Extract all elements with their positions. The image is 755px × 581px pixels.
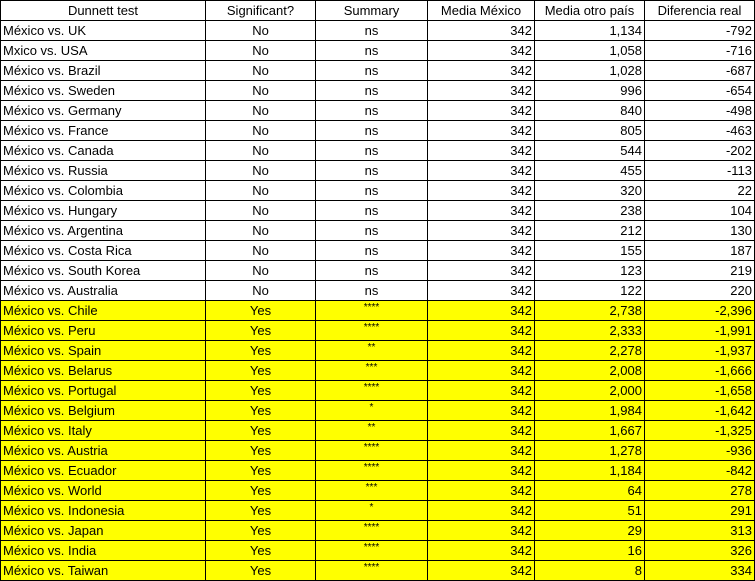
cell-significant[interactable]: No bbox=[206, 221, 316, 241]
cell-significant[interactable]: No bbox=[206, 21, 316, 41]
cell-media-otro-pais[interactable]: 238 bbox=[535, 201, 645, 221]
cell-summary[interactable]: **** bbox=[316, 461, 428, 481]
table-row bbox=[1, 381, 755, 401]
table-row bbox=[1, 301, 755, 321]
table-row bbox=[1, 41, 755, 61]
cell-diferencia-real[interactable]: 278 bbox=[645, 481, 755, 501]
header-dunnett-test[interactable]: Dunnett test bbox=[1, 1, 206, 21]
cell-diferencia-real[interactable]: -1,658 bbox=[645, 381, 755, 401]
cell-significant[interactable]: Yes bbox=[206, 421, 316, 441]
cell-significant[interactable]: No bbox=[206, 181, 316, 201]
cell-comparison[interactable]: México vs. Canada bbox=[1, 141, 206, 161]
cell-summary[interactable]: *** bbox=[316, 481, 428, 501]
cell-diferencia-real[interactable]: 334 bbox=[645, 561, 755, 581]
cell-significant[interactable]: No bbox=[206, 81, 316, 101]
cell-diferencia-real[interactable]: 220 bbox=[645, 281, 755, 301]
cell-diferencia-real[interactable]: -654 bbox=[645, 81, 755, 101]
cell-media-mexico[interactable]: 342 bbox=[428, 481, 535, 501]
header-row bbox=[1, 1, 755, 21]
table-row bbox=[1, 101, 755, 121]
table-row bbox=[1, 161, 755, 181]
cell-media-mexico[interactable]: 342 bbox=[428, 221, 535, 241]
cell-comparison[interactable]: México vs. Colombia bbox=[1, 181, 206, 201]
cell-media-mexico[interactable]: 342 bbox=[428, 161, 535, 181]
cell-media-mexico[interactable]: 342 bbox=[428, 201, 535, 221]
table-row bbox=[1, 61, 755, 81]
cell-media-otro-pais[interactable]: 1,984 bbox=[535, 401, 645, 421]
cell-media-mexico[interactable]: 342 bbox=[428, 61, 535, 81]
cell-summary[interactable]: ns bbox=[316, 81, 428, 101]
table-row bbox=[1, 81, 755, 101]
cell-media-otro-pais[interactable]: 16 bbox=[535, 541, 645, 561]
table-row bbox=[1, 121, 755, 141]
cell-summary[interactable]: * bbox=[316, 501, 428, 521]
cell-diferencia-real[interactable]: 219 bbox=[645, 261, 755, 281]
cell-comparison[interactable]: México vs. Argentina bbox=[1, 221, 206, 241]
cell-media-mexico[interactable]: 342 bbox=[428, 541, 535, 561]
cell-summary[interactable]: ns bbox=[316, 41, 428, 61]
cell-diferencia-real[interactable]: 326 bbox=[645, 541, 755, 561]
cell-significant[interactable]: Yes bbox=[206, 461, 316, 481]
cell-comparison[interactable]: México vs. Spain bbox=[1, 341, 206, 361]
cell-summary[interactable]: ns bbox=[316, 241, 428, 261]
header-diferencia-real[interactable]: Diferencia real bbox=[645, 1, 755, 21]
cell-media-otro-pais[interactable]: 1,667 bbox=[535, 421, 645, 441]
header-media-mexico[interactable]: Media México bbox=[428, 1, 535, 21]
table-row bbox=[1, 21, 755, 41]
cell-diferencia-real[interactable]: 22 bbox=[645, 181, 755, 201]
cell-diferencia-real[interactable]: -113 bbox=[645, 161, 755, 181]
cell-media-mexico[interactable]: 342 bbox=[428, 241, 535, 261]
cell-comparison[interactable]: México vs. Australia bbox=[1, 281, 206, 301]
cell-comparison[interactable]: México vs. India bbox=[1, 541, 206, 561]
cell-significant[interactable]: Yes bbox=[206, 501, 316, 521]
cell-media-mexico[interactable]: 342 bbox=[428, 101, 535, 121]
cell-media-otro-pais[interactable]: 8 bbox=[535, 561, 645, 581]
cell-summary[interactable]: **** bbox=[316, 321, 428, 341]
cell-media-otro-pais[interactable]: 1,058 bbox=[535, 41, 645, 61]
cell-summary[interactable]: ** bbox=[316, 421, 428, 441]
cell-media-otro-pais[interactable]: 805 bbox=[535, 121, 645, 141]
table-body bbox=[1, 21, 755, 581]
table-row bbox=[1, 521, 755, 541]
cell-media-mexico[interactable]: 342 bbox=[428, 281, 535, 301]
table-row bbox=[1, 401, 755, 421]
cell-media-mexico[interactable]: 342 bbox=[428, 501, 535, 521]
cell-media-mexico[interactable]: 342 bbox=[428, 401, 535, 421]
cell-diferencia-real[interactable]: -1,666 bbox=[645, 361, 755, 381]
cell-summary[interactable]: ns bbox=[316, 261, 428, 281]
table-row bbox=[1, 421, 755, 441]
cell-significant[interactable]: Yes bbox=[206, 301, 316, 321]
cell-diferencia-real[interactable]: -202 bbox=[645, 141, 755, 161]
cell-significant[interactable]: Yes bbox=[206, 381, 316, 401]
cell-comparison[interactable]: México vs. Sweden bbox=[1, 81, 206, 101]
cell-media-mexico[interactable]: 342 bbox=[428, 381, 535, 401]
table-row bbox=[1, 481, 755, 501]
table-row bbox=[1, 281, 755, 301]
cell-significant[interactable]: No bbox=[206, 41, 316, 61]
cell-diferencia-real[interactable]: -716 bbox=[645, 41, 755, 61]
cell-comparison[interactable]: México vs. Italy bbox=[1, 421, 206, 441]
cell-media-otro-pais[interactable]: 1,184 bbox=[535, 461, 645, 481]
cell-significant[interactable]: Yes bbox=[206, 481, 316, 501]
cell-media-otro-pais[interactable]: 996 bbox=[535, 81, 645, 101]
cell-diferencia-real[interactable]: -1,991 bbox=[645, 321, 755, 341]
table-row bbox=[1, 461, 755, 481]
cell-comparison[interactable]: México vs. Portugal bbox=[1, 381, 206, 401]
cell-diferencia-real[interactable]: 104 bbox=[645, 201, 755, 221]
cell-comparison[interactable]: México vs. UK bbox=[1, 21, 206, 41]
cell-media-mexico[interactable]: 342 bbox=[428, 81, 535, 101]
cell-media-otro-pais[interactable]: 64 bbox=[535, 481, 645, 501]
cell-comparison[interactable]: México vs. Ecuador bbox=[1, 461, 206, 481]
cell-significant[interactable]: Yes bbox=[206, 561, 316, 581]
cell-media-otro-pais[interactable]: 840 bbox=[535, 101, 645, 121]
table-row bbox=[1, 341, 755, 361]
cell-comparison[interactable]: México vs. Taiwan bbox=[1, 561, 206, 581]
cell-significant[interactable]: Yes bbox=[206, 361, 316, 381]
cell-media-otro-pais[interactable]: 122 bbox=[535, 281, 645, 301]
cell-comparison[interactable]: México vs. Germany bbox=[1, 101, 206, 121]
cell-summary[interactable]: ns bbox=[316, 21, 428, 41]
table-row bbox=[1, 141, 755, 161]
cell-media-mexico[interactable]: 342 bbox=[428, 181, 535, 201]
cell-media-mexico[interactable]: 342 bbox=[428, 521, 535, 541]
cell-significant[interactable]: No bbox=[206, 241, 316, 261]
cell-comparison[interactable]: México vs. Belarus bbox=[1, 361, 206, 381]
cell-summary[interactable]: ns bbox=[316, 161, 428, 181]
cell-media-mexico[interactable]: 342 bbox=[428, 141, 535, 161]
table-row bbox=[1, 441, 755, 461]
cell-media-mexico[interactable]: 342 bbox=[428, 321, 535, 341]
cell-diferencia-real[interactable]: -1,325 bbox=[645, 421, 755, 441]
cell-media-mexico[interactable]: 342 bbox=[428, 361, 535, 381]
table-row bbox=[1, 201, 755, 221]
cell-media-otro-pais[interactable]: 2,000 bbox=[535, 381, 645, 401]
cell-summary[interactable]: **** bbox=[316, 541, 428, 561]
cell-media-mexico[interactable]: 342 bbox=[428, 441, 535, 461]
cell-media-mexico[interactable]: 342 bbox=[428, 341, 535, 361]
cell-diferencia-real[interactable]: 187 bbox=[645, 241, 755, 261]
cell-comparison[interactable]: México vs. Austria bbox=[1, 441, 206, 461]
cell-diferencia-real[interactable]: -1,642 bbox=[645, 401, 755, 421]
cell-media-otro-pais[interactable]: 2,278 bbox=[535, 341, 645, 361]
table-row bbox=[1, 501, 755, 521]
cell-media-otro-pais[interactable]: 29 bbox=[535, 521, 645, 541]
cell-significant[interactable]: Yes bbox=[206, 541, 316, 561]
table-row bbox=[1, 561, 755, 581]
cell-summary[interactable]: ns bbox=[316, 201, 428, 221]
cell-media-otro-pais[interactable]: 2,008 bbox=[535, 361, 645, 381]
cell-significant[interactable]: No bbox=[206, 61, 316, 81]
cell-media-mexico[interactable]: 342 bbox=[428, 421, 535, 441]
cell-media-otro-pais[interactable]: 320 bbox=[535, 181, 645, 201]
cell-diferencia-real[interactable]: -1,937 bbox=[645, 341, 755, 361]
cell-media-mexico[interactable]: 342 bbox=[428, 461, 535, 481]
cell-media-otro-pais[interactable]: 123 bbox=[535, 261, 645, 281]
cell-media-otro-pais[interactable]: 1,278 bbox=[535, 441, 645, 461]
cell-media-otro-pais[interactable]: 51 bbox=[535, 501, 645, 521]
cell-comparison[interactable]: México vs. Belgium bbox=[1, 401, 206, 421]
cell-comparison[interactable]: México vs. France bbox=[1, 121, 206, 141]
cell-summary[interactable]: **** bbox=[316, 381, 428, 401]
cell-significant[interactable]: Yes bbox=[206, 401, 316, 421]
cell-significant[interactable]: No bbox=[206, 201, 316, 221]
cell-summary[interactable]: ns bbox=[316, 61, 428, 81]
cell-summary[interactable]: **** bbox=[316, 561, 428, 581]
cell-media-otro-pais[interactable]: 455 bbox=[535, 161, 645, 181]
table-row bbox=[1, 241, 755, 261]
cell-media-mexico[interactable]: 342 bbox=[428, 301, 535, 321]
cell-media-mexico[interactable]: 342 bbox=[428, 21, 535, 41]
cell-comparison[interactable]: México vs. Japan bbox=[1, 521, 206, 541]
cell-media-mexico[interactable]: 342 bbox=[428, 121, 535, 141]
cell-comparison[interactable]: México vs. Hungary bbox=[1, 201, 206, 221]
cell-diferencia-real[interactable]: -842 bbox=[645, 461, 755, 481]
cell-diferencia-real[interactable]: 130 bbox=[645, 221, 755, 241]
cell-media-mexico[interactable]: 342 bbox=[428, 261, 535, 281]
cell-significant[interactable]: Yes bbox=[206, 521, 316, 541]
cell-comparison[interactable]: México vs. Indonesia bbox=[1, 501, 206, 521]
cell-diferencia-real[interactable]: -792 bbox=[645, 21, 755, 41]
cell-comparison[interactable]: México vs. Chile bbox=[1, 301, 206, 321]
cell-comparison[interactable]: México vs. Costa Rica bbox=[1, 241, 206, 261]
cell-diferencia-real[interactable]: -687 bbox=[645, 61, 755, 81]
cell-summary[interactable]: **** bbox=[316, 301, 428, 321]
table-row bbox=[1, 361, 755, 381]
cell-significant[interactable]: No bbox=[206, 281, 316, 301]
table-row bbox=[1, 541, 755, 561]
cell-comparison[interactable]: Mxico vs. USA bbox=[1, 41, 206, 61]
table-row bbox=[1, 221, 755, 241]
cell-diferencia-real[interactable]: -463 bbox=[645, 121, 755, 141]
cell-significant[interactable]: Yes bbox=[206, 341, 316, 361]
cell-significant[interactable]: No bbox=[206, 161, 316, 181]
header-media-otro-pais[interactable]: Media otro país bbox=[535, 1, 645, 21]
cell-diferencia-real[interactable]: -498 bbox=[645, 101, 755, 121]
cell-diferencia-real[interactable]: -936 bbox=[645, 441, 755, 461]
cell-summary[interactable]: * bbox=[316, 401, 428, 421]
cell-comparison[interactable]: México vs. Brazil bbox=[1, 61, 206, 81]
cell-comparison[interactable]: México vs. World bbox=[1, 481, 206, 501]
header-significant[interactable]: Significant? bbox=[206, 1, 316, 21]
cell-comparison[interactable]: México vs. Peru bbox=[1, 321, 206, 341]
cell-comparison[interactable]: México vs. Russia bbox=[1, 161, 206, 181]
cell-media-mexico[interactable]: 342 bbox=[428, 41, 535, 61]
cell-significant[interactable]: No bbox=[206, 141, 316, 161]
cell-significant[interactable]: No bbox=[206, 121, 316, 141]
cell-significant[interactable]: Yes bbox=[206, 321, 316, 341]
cell-summary[interactable]: ns bbox=[316, 181, 428, 201]
cell-media-otro-pais[interactable]: 1,028 bbox=[535, 61, 645, 81]
cell-significant[interactable]: No bbox=[206, 261, 316, 281]
header-summary[interactable]: Summary bbox=[316, 1, 428, 21]
cell-significant[interactable]: No bbox=[206, 101, 316, 121]
cell-media-mexico[interactable]: 342 bbox=[428, 561, 535, 581]
cell-media-otro-pais[interactable]: 544 bbox=[535, 141, 645, 161]
cell-diferencia-real[interactable]: 313 bbox=[645, 521, 755, 541]
table-row bbox=[1, 181, 755, 201]
cell-significant[interactable]: Yes bbox=[206, 441, 316, 461]
cell-summary[interactable]: ns bbox=[316, 281, 428, 301]
cell-summary[interactable]: ns bbox=[316, 141, 428, 161]
table-row bbox=[1, 321, 755, 341]
cell-summary[interactable]: **** bbox=[316, 521, 428, 541]
cell-diferencia-real[interactable]: 291 bbox=[645, 501, 755, 521]
cell-summary[interactable]: ns bbox=[316, 121, 428, 141]
cell-summary[interactable]: ** bbox=[316, 341, 428, 361]
table-row bbox=[1, 261, 755, 281]
cell-diferencia-real[interactable]: -2,396 bbox=[645, 301, 755, 321]
cell-media-otro-pais[interactable]: 155 bbox=[535, 241, 645, 261]
cell-summary[interactable]: *** bbox=[316, 361, 428, 381]
cell-comparison[interactable]: México vs. South Korea bbox=[1, 261, 206, 281]
cell-media-otro-pais[interactable]: 212 bbox=[535, 221, 645, 241]
cell-media-otro-pais[interactable]: 2,333 bbox=[535, 321, 645, 341]
cell-summary[interactable]: ns bbox=[316, 221, 428, 241]
cell-media-otro-pais[interactable]: 2,738 bbox=[535, 301, 645, 321]
cell-summary[interactable]: **** bbox=[316, 441, 428, 461]
cell-media-otro-pais[interactable]: 1,134 bbox=[535, 21, 645, 41]
cell-summary[interactable]: ns bbox=[316, 101, 428, 121]
